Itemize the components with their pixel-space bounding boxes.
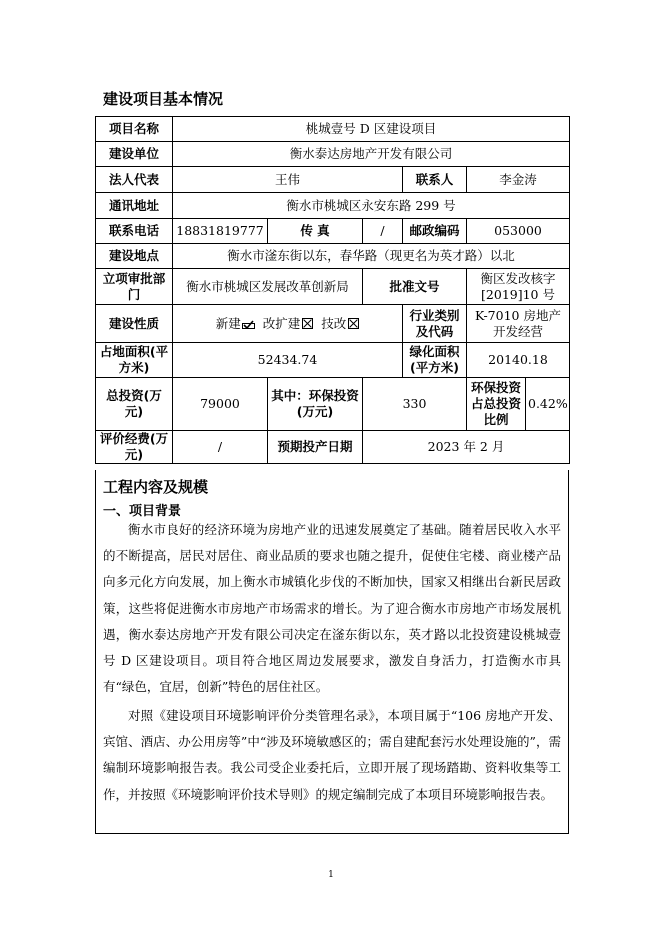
eval-fee-value: / — [173, 431, 268, 464]
table-row — [96, 219, 570, 244]
checked-box-icon — [242, 320, 255, 329]
paragraph-background: 衡水市良好的经济环境为房地产业的迅速发展奠定了基础。随着居民收入水平的不断提高，居民对居住、商业品质的要求也随之提升，促使住宅楼、商业楼产品向多元化方向发展，加上衡水市城镇化步伐的不断加快，国家又相继出台新民居政策，这些将促进衡水市房地产市场需求的增长。为了迎合衡水市房地产市场发展机遇，衡水泰达房地产开发有限公司决定在滏东街以东，英才路以北投资建设桃城壹号 D 区建设项目。项目符合地区周边发展要求，激发自身活力，打造衡水市具有“绿色，宜居，创新”特色的居住社区。 — [103, 522, 561, 695]
project-name-label: 项目名称 — [96, 117, 173, 142]
approval-dept-value: 衡水市桃城区发展改革创新局 — [173, 269, 363, 305]
industry-value: K-7010 房地产开发经营 — [467, 305, 570, 343]
table-row — [96, 193, 570, 219]
nature-expand-label: 改扩建 — [262, 315, 301, 331]
table-row — [96, 343, 570, 378]
env-ratio-value: 0.42% — [526, 378, 570, 431]
postcode-label: 邮政编码 — [403, 219, 467, 244]
approval-no-value: 衡区发改核字[2019]10 号 — [467, 269, 570, 305]
table-row — [96, 117, 570, 142]
env-ratio-label: 环保投资占总投资比例 — [467, 378, 526, 431]
crossed-box-icon — [348, 318, 359, 329]
project-info-table — [95, 116, 570, 464]
total-invest-label: 总投资(万元) — [96, 378, 173, 431]
site-value: 衡水市滏东街以东，春华路（现更名为英才路）以北 — [173, 244, 570, 269]
table-row — [96, 305, 570, 343]
approval-dept-label: 立项审批部门 — [96, 269, 173, 305]
page-number: 1 — [328, 870, 334, 880]
section-subtitle: 一、项目背景 — [103, 504, 182, 519]
industry-label: 行业类别及代码 — [403, 305, 467, 343]
total-invest-value: 79000 — [173, 378, 268, 431]
nature-label: 建设性质 — [96, 305, 173, 343]
nature-tech-label: 技改 — [321, 315, 347, 331]
green-area-value: 20140.18 — [467, 343, 570, 378]
env-invest-label: 其中：环保投资(万元) — [268, 378, 363, 431]
address-value: 衡水市桃城区永安东路 299 号 — [173, 193, 570, 219]
site-label: 建设地点 — [96, 244, 173, 269]
project-name-value: 桃城壹号 D 区建设项目 — [173, 117, 570, 142]
crossed-box-icon — [302, 318, 313, 329]
land-area-value: 52434.74 — [173, 343, 403, 378]
table-row — [96, 378, 570, 431]
section-title: 工程内容及规模 — [103, 478, 209, 496]
paragraph-classification: 对照《建设项目环境影响评价分类管理名录》，本项目属于“106 房地产开发、宾馆、酒店、办公用房等”中“涉及环境敏感区的；需自建配套污水处理设施的”，需编制环境影响报告表。我公司受企业委托后，立即开展了现场踏勘、资料收集等工作，并按照《环境影响评价技术导则》的规定编制完成了本项目环境影响报告表。 — [103, 708, 561, 802]
land-area-label: 占地面积(平方米) — [96, 343, 173, 378]
env-invest-value: 330 — [363, 378, 467, 431]
nature-options — [173, 305, 403, 343]
start-date-value: 2023 年 2 月 — [363, 431, 570, 464]
start-date-label: 预期投产日期 — [268, 431, 363, 464]
table-row — [96, 269, 570, 305]
nature-new-label: 新建 — [215, 315, 241, 331]
eval-fee-label: 评价经费(万元) — [96, 431, 173, 464]
address-label: 通讯地址 — [96, 193, 173, 219]
table-row — [96, 142, 570, 167]
document-title: 建设项目基本情况 — [103, 90, 224, 108]
legal-rep-value: 王伟 — [173, 167, 403, 193]
postcode-value: 053000 — [467, 219, 570, 244]
phone-value: 18831819777 — [173, 219, 268, 244]
table-row — [96, 167, 570, 193]
approval-no-label: 批准文号 — [363, 269, 467, 305]
contact-label: 联系人 — [403, 167, 467, 193]
fax-value: / — [363, 219, 403, 244]
legal-rep-label: 法人代表 — [96, 167, 173, 193]
green-area-label: 绿化面积(平方米) — [403, 343, 467, 378]
builder-value: 衡水泰达房地产开发有限公司 — [173, 142, 570, 167]
table-row — [96, 244, 570, 269]
table-row — [96, 431, 570, 464]
contact-value: 李金涛 — [467, 167, 570, 193]
phone-label: 联系电话 — [96, 219, 173, 244]
builder-label: 建设单位 — [96, 142, 173, 167]
fax-label: 传 真 — [268, 219, 363, 244]
